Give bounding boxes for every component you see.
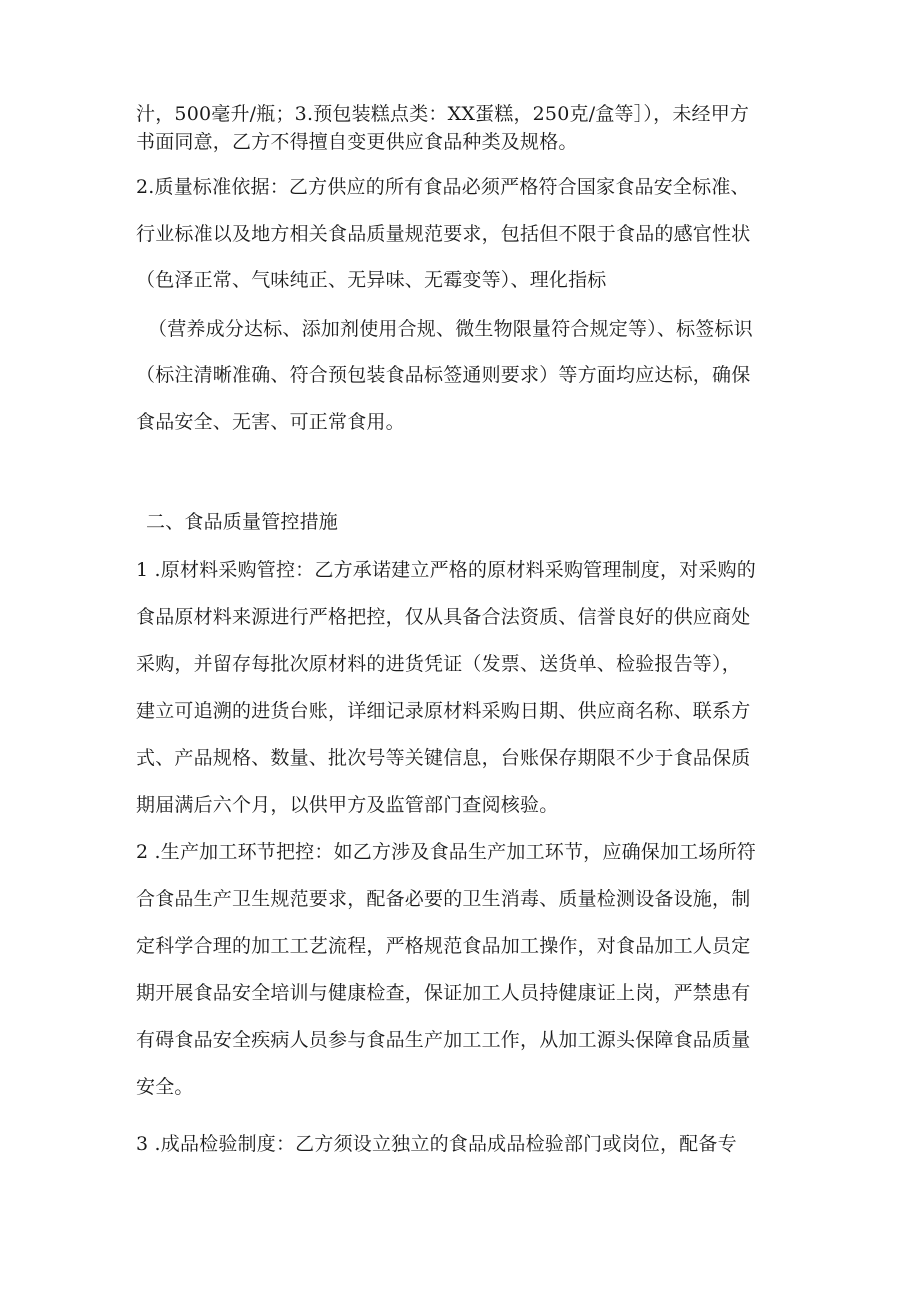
text-line: 期开展食品安全培训与健康检查，保证加工人员持健康证上岗，严禁患有 (136, 982, 751, 1004)
text-line: 食品安全、无害、可正常食用。 (136, 411, 405, 433)
section-heading: 二、食品质量管控措施 (146, 511, 339, 533)
text-line: 食品原材料来源进行严格把控，仅从具备合法资质、信誉良好的供应商处 (136, 606, 751, 628)
text-line: 有碍食品安全疾病人员参与食品生产加工工作，从加工源头保障食品质量 (136, 1029, 751, 1051)
text-line: 期届满后六个月，以供甲方及监管部门查阅核验。 (136, 794, 559, 816)
text-line: 书面同意，乙方不得擅自变更供应食品种类及规格。 (136, 131, 578, 153)
text-line: （标注清晰准确、符合预包装食品标签通则要求）等方面均应达标，确保 (136, 364, 751, 386)
text-line: 定科学合理的加工工艺流程，严格规范食品加工操作，对食品加工人员定 (136, 935, 751, 957)
text-line: 合食品生产卫生规范要求，配备必要的卫生消毒、质量检测设备设施，制 (136, 888, 751, 910)
text-line: 安全。 (136, 1076, 194, 1098)
text-line: 建立可追溯的进货台账，详细记录原材料采购日期、供应商名称、联系方 (136, 700, 751, 722)
text-line: 采购，并留存每批次原材料的进货凭证（发票、送货单、检验报告等）， (136, 653, 741, 675)
text-line: （营养成分达标、添加剂使用合规、微生物限量符合规定等）、标签标识 (148, 318, 753, 340)
text-line: 1 .原材料采购管控：乙方承诺建立严格的原材料采购管理制度，对采购的 (136, 559, 756, 581)
text-line: 2.质量标准依据：乙方供应的所有食品必须严格符合国家食品安全标准、 (136, 176, 750, 198)
text-line: 行业标准以及地方相关食品质量规范要求，包括但不限于食品的感官性状 (136, 223, 751, 245)
text-line: 3 .成品检验制度：乙方须设立独立的食品成品检验部门或岗位，配备专 (136, 1133, 737, 1155)
text-line: 式、产品规格、数量、批次号等关键信息，台账保存期限不少于食品保质 (136, 747, 751, 769)
text-line: （色泽正常、气味纯正、无异味、无霉变等）、理化指标 (136, 269, 607, 291)
text-line: 2 .生产加工环节把控：如乙方涉及食品生产加工环节，应确保加工场所符 (136, 841, 756, 863)
text-line: 汁，500毫升/瓶；3.预包装糕点类：XX蛋糕，250克/盒等］），未经甲方 (136, 103, 750, 125)
